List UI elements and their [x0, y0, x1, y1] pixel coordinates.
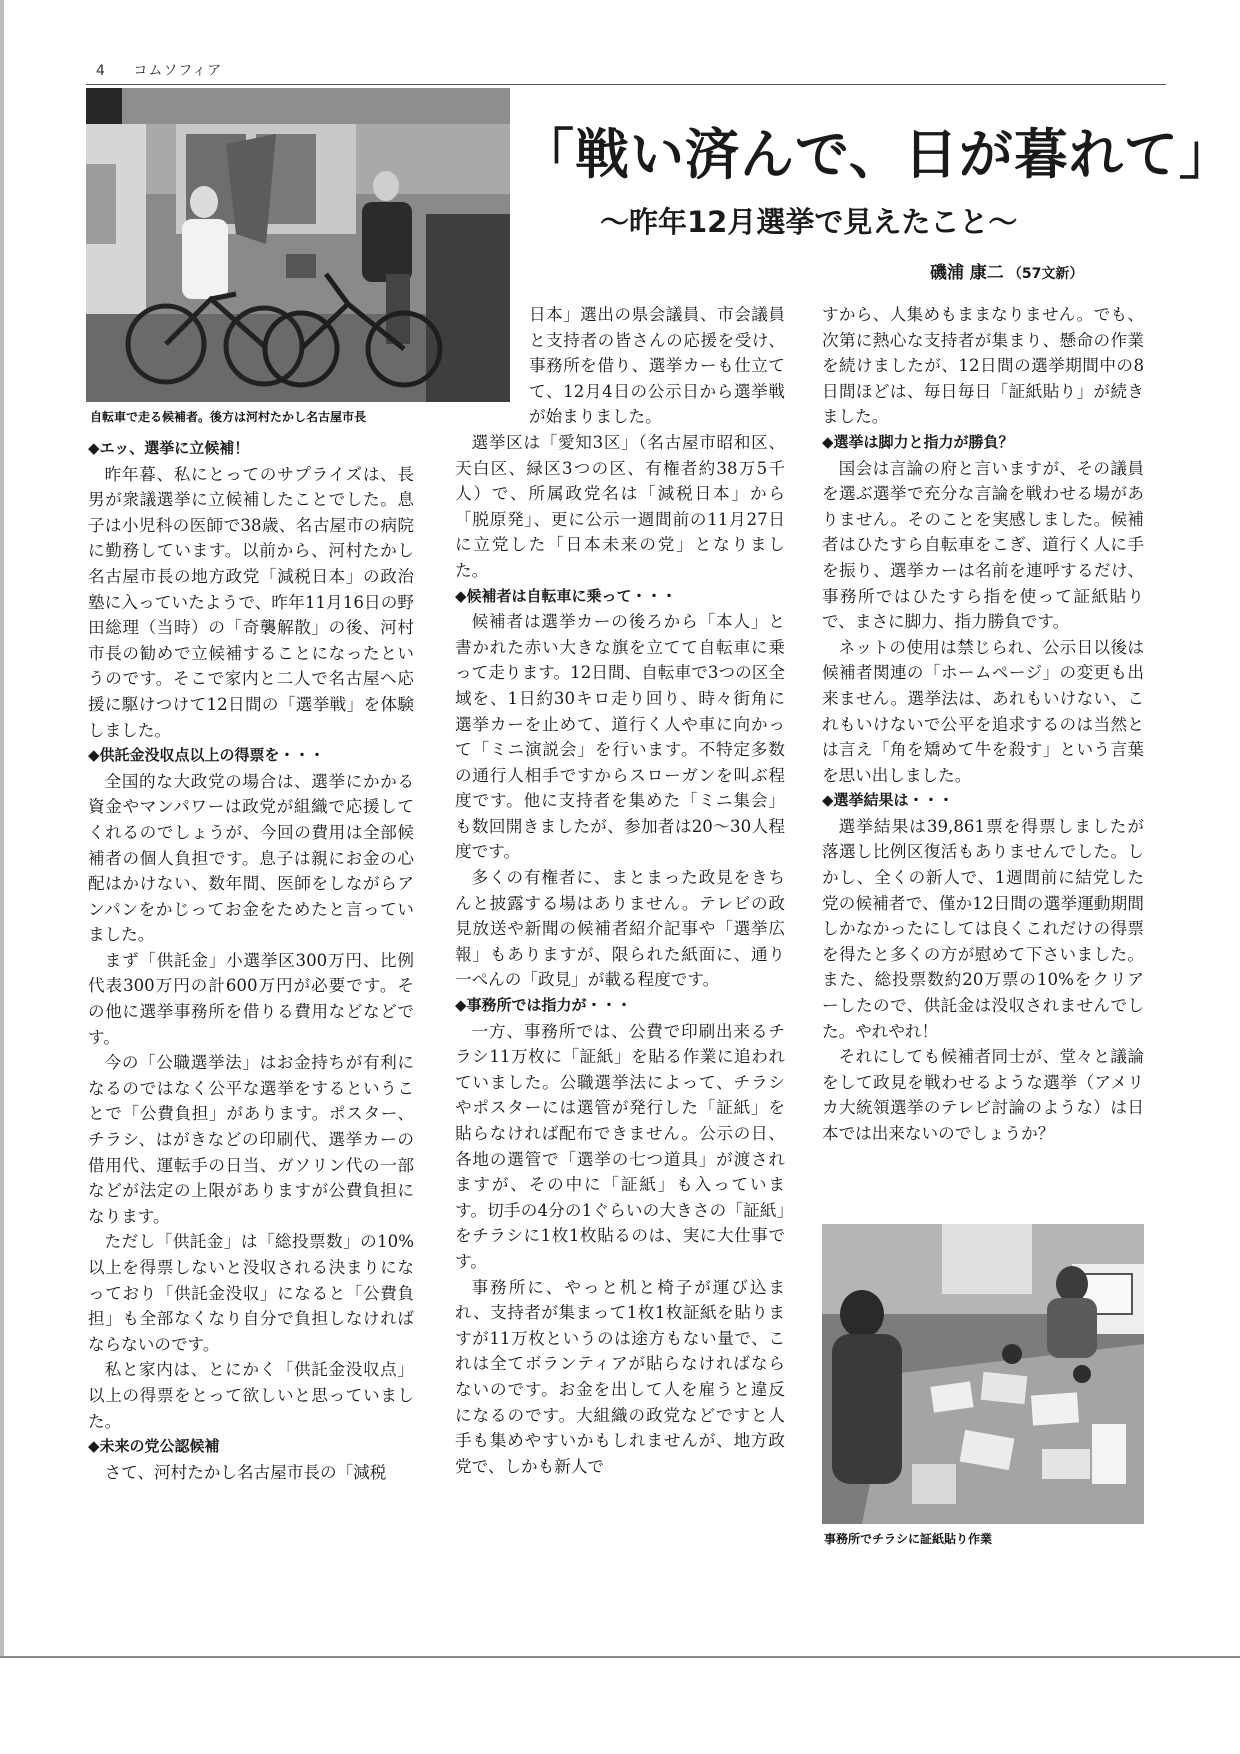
section-heading: ◆供託金没収点以上の得票を・・・ — [88, 746, 325, 765]
author-name: 磯浦 康二 — [930, 263, 1004, 283]
author-affiliation: （57文新） — [1007, 266, 1084, 282]
paragraph: 私と家内は、とにかく「供託金没収点」以上の得票をとって欲しいと思っていました。 — [88, 1360, 414, 1431]
paragraph: 昨年暮、私にとってのサプライズは、長男が衆議選挙に立候補したことでした。息子は小児科の医師で38歳、名古屋市の病院に勤務しています。以前から、河村たかし名古屋市長の地方政党「減税日本」の政治塾に入っていたようで、昨年11月16日の野田総理（当時）の「奇襲解散」の後、河村市長の勧めで立候補することになったというのです。そこで家内と二人で名古屋へ応援に駆けつけて12日間の「選挙戦」を体験しました。 — [88, 464, 414, 740]
photo1-caption: 自転車で走る候補者。後方は河村たかし名古屋市長 — [90, 410, 367, 424]
section-heading: ◆選挙結果は・・・ — [822, 791, 954, 810]
photo-office-stamping — [822, 1224, 1144, 1524]
page-bottom-edge — [0, 1656, 1240, 1658]
article-column-2 — [455, 302, 785, 1479]
publication-name: コムソフィア — [133, 63, 223, 79]
header-rule — [86, 84, 1166, 85]
paragraph: 事務所に、やっと机と椅子が運び込まれ、支持者が集まって1枚1枚証紙を貼りますが11万枚というのは途方もない量で、これは全てボランティアが貼らなければならないのです。お金を出して人を雇うと違反になるのです。大組織の政党などですと人手も集めやすいかもしれませんが、地方政党で、しかも新人で — [455, 1277, 785, 1476]
header-grey-band — [122, 88, 510, 124]
page-edge — [0, 0, 4, 1656]
photo-candidate-bicycle — [86, 124, 510, 402]
photo-office-stamping-image — [822, 1224, 1144, 1524]
article-column-3 — [822, 302, 1144, 1147]
header-dark-block — [86, 88, 122, 124]
paragraph: ただし「供託金」は「総投票数」の10%以上を得票しないと没収される決まりになっており「供託金没収」になると「公費負担」も全部なくなり自分で負担しなければならないのです。 — [88, 1232, 414, 1354]
paragraph: 選挙結果は39,861票を得票しましたが落選し比例区復活もありませんでした。しかし、全くの新人で、1週間前に結党した党の候補者で、僅か12日間の選挙運動期間しかなかったにしては良くこれだけの得票を得たと多くの方が慰めて下さいました。また、総投票数約20万票の10%をクリアーしたので、供託金は没収されませんでした。やれやれ！ — [822, 816, 1144, 1041]
paragraph: 今の「公職選挙法」はお金持ちが有利になるのではなく公平な選挙をするということで「公費負担」があります。ポスター、チラシ、はがきなどの印刷代、選挙カーの借用代、運転手の日当、ガソリン代の一部などが法定の上限がありますが公費負担になります。 — [88, 1053, 414, 1226]
paragraph: 多くの有権者に、まとまった政見をきちんと披露する場はありません。テレビの政見放送や新聞の候補者紹介記事や「選挙広報」もありますが、限られた紙面に、通り一ぺんの「政見」が載る程度です。 — [455, 868, 785, 990]
section-heading: ◆候補者は自転車に乗って・・・ — [455, 586, 677, 605]
article-subheadline: ～昨年12月選挙で見えたこと～ — [600, 205, 1018, 239]
paragraph-continued: すから、人集めもままなりません。でも、次第に熱心な支持者が集まり、懸命の作業を続けましたが、12日間の選挙期間中の8日間ほどは、毎日毎日「証紙貼り」が続きました。 — [822, 305, 1144, 427]
section-heading: ◆エッ、選挙に立候補！ — [88, 439, 250, 457]
running-header — [96, 60, 222, 80]
paragraph: 候補者は選挙カーの後ろから「本人」と書かれた赤い大きな旗を立てて自転車に乗って走ります。12日間、自転車で3つの区全域を、1日約30キロ走り回り、時々街角に選挙カーを止めて、道行く人や車に向かって「ミニ演説会」を行います。不特定多数の通行人相手ですからスローガンを叫ぶ程度です。他に支持者を集めた「ミニ集会」も数回開きましたが、参加者は20～30人程度です。 — [455, 612, 785, 862]
photo-candidate-bicycle-image — [86, 124, 510, 402]
paragraph: 国会は言論の府と言いますが、その議員を選ぶ選挙で充分な言論を戦わせる場がありません。そのことを実感しました。候補者はひたすら自転車をこぎ、道行く人に手を振り、選挙カーは名前を連呼するだけ、事務所ではひたすら指を使って証紙貼りで、まさに脚力、指力勝負です。 — [822, 458, 1144, 632]
author-byline — [930, 258, 1083, 283]
article-headline: 「戦い済んで、日が暮れて」 — [520, 122, 1234, 186]
paragraph-continued: 日本」選出の県会議員、市会議員と支持者の皆さんの応援を受け、事務所を借り、選挙カーも仕立てて、12月4日の公示日から選挙戦が始まりました。 — [529, 305, 785, 427]
page-number: 4 — [96, 63, 106, 79]
section-heading: ◆選挙は脚力と指力が勝負？ — [822, 432, 1014, 451]
paragraph: ネットの使用は禁じられ、公示日以後は候補者関連の「ホームページ」の変更も出来ません。選挙法は、あれもいけない、これもいけないで公平を追求するのは当然とは言え「角を矯めて牛を殺す」という言葉を思い出しました。 — [822, 637, 1144, 785]
paragraph: 選挙区は「愛知3区」（名古屋市昭和区、天白区、緑区3つの区、有権者約38万5千人）で、所属政党名は「減税日本」から「脱原発」、更に公示一週間前の11月27日に立党した「日本未来の党」となりました。 — [455, 432, 785, 580]
paragraph: さて、河村たかし名古屋市長の「減税 — [104, 1462, 387, 1482]
paragraph: まず「供託金」小選挙区300万円、比例代表300万円の計600万円が必要です。その他に選挙事務所を借りる費用などなどです。 — [88, 950, 414, 1047]
section-heading: ◆未来の党公認候補 — [88, 1437, 220, 1456]
photo2-caption: 事務所でチラシに証紙貼り作業 — [824, 1532, 993, 1546]
section-heading: ◆事務所では指力が・・・ — [455, 996, 632, 1015]
paragraph: それにしても候補者同士が、堂々と議論をして政見を戦わせるような選挙（アメリカ大統領選挙のテレビ討論のような）は日本では出来ないのでしょうか？ — [822, 1047, 1144, 1143]
article-column-1 — [88, 436, 414, 1485]
paragraph: 全国的な大政党の場合は、選挙にかかる資金やマンパワーは政党が組織で応援してくれるのでしょうが、今回の費用は全部候補者の個人負担です。息子は親にお金の心配はかけない、数年間、医師をしながらアンパンをかじってお金をためたと言っていました。 — [88, 771, 414, 945]
paragraph: 一方、事務所では、公費で印刷出来るチラシ11万枚に「証紙」を貼る作業に追われていました。公職選挙法によって、チラシやポスターには選管が発行した「証紙」を貼らなければ配布できません。公示の日、各地の選管で「選挙の七つ道具」が渡されますが、その中に「証紙」も入っています。切手の4分の1ぐらいの大きさの「証紙」をチラシに1枚1枚貼るのは、実に大仕事です。 — [455, 1021, 785, 1271]
